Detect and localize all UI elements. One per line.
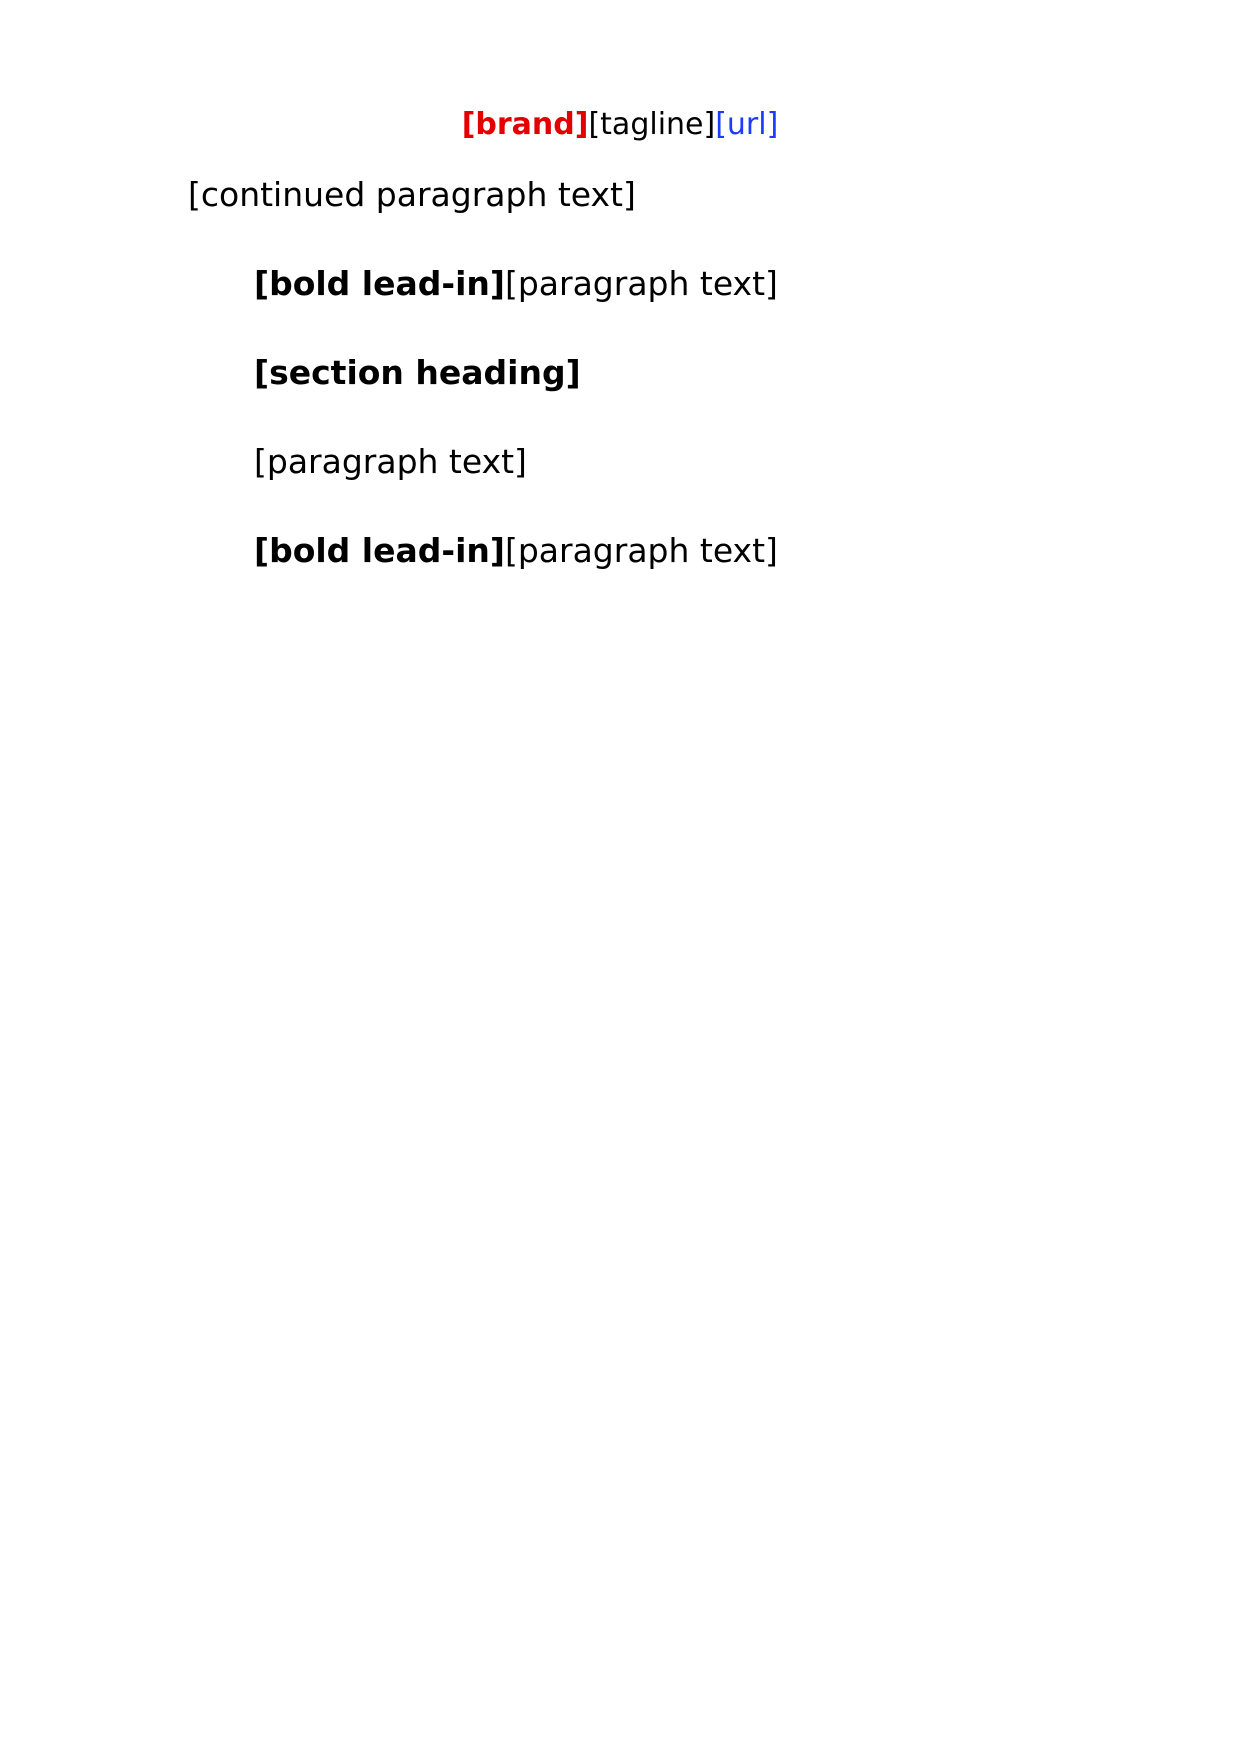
site-tagline: [tagline] [588, 107, 716, 142]
paragraph-continued [188, 162, 1058, 227]
paragraph-lead: [bold lead-in] [254, 264, 505, 303]
paragraph-text: [paragraph text] [504, 531, 778, 570]
site-header [0, 105, 1240, 145]
paragraph-lead: [bold lead-in] [254, 531, 505, 570]
paragraph-section-intro [188, 429, 1058, 494]
paragraph-text: [continued paragraph text] [188, 175, 636, 214]
paragraph-text: [paragraph text] [254, 442, 527, 481]
section-heading: [section heading] [254, 353, 581, 392]
site-url-link[interactable]: [url] [715, 107, 779, 142]
paragraph-mechanism [188, 518, 1058, 583]
paragraph-activities [188, 251, 1058, 316]
document-body [188, 162, 1058, 607]
paragraph-text: [paragraph text] [504, 264, 778, 303]
site-brand: [brand] [461, 107, 589, 142]
